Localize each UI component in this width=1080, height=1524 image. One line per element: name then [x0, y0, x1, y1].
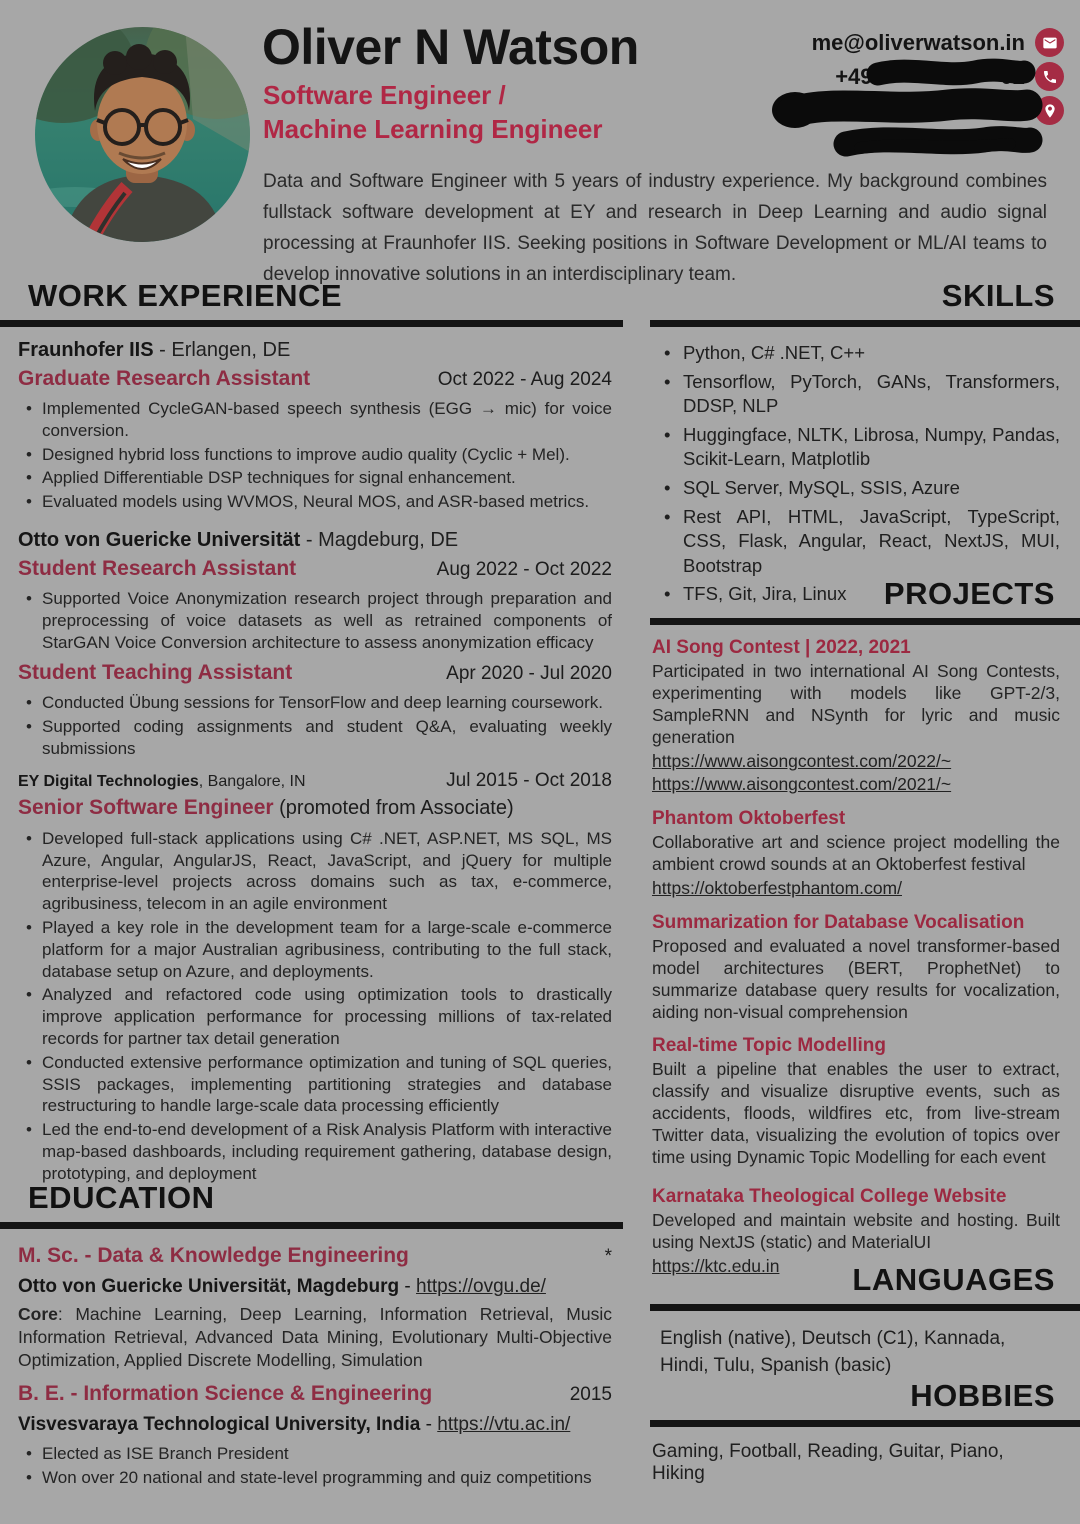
job-role-row: [18, 555, 612, 584]
project-item: [652, 910, 1060, 1023]
skill-item: • Huggingface, NLTK, Librosa, Numpy, Pandas, Scikit-Learn, Matplotlib: [652, 423, 1060, 472]
role-title-suffix: (promoted from Associate): [273, 796, 514, 819]
work-bullet: • Conducted extensive performance optimization and tuning of SQL queries, SSIS packages, implementing partitioning strategies and database restructuring to handle large-scale data processing efficiently: [18, 1052, 612, 1117]
project-links: [652, 750, 1060, 796]
person-name: Oliver N Watson: [262, 19, 639, 75]
project-item: [652, 635, 1060, 796]
job-bullet-list: [18, 398, 612, 513]
section-rule: [650, 1304, 1080, 1311]
hobbies-heading: HOBBIES: [910, 1378, 1055, 1413]
school-link[interactable]: https://ovgu.de/: [416, 1276, 546, 1297]
role-dates: Aug 2022 - Oct 2022: [436, 558, 612, 580]
degree-note: *: [604, 1246, 612, 1267]
role-title: Student Teaching Assistant: [18, 661, 293, 685]
project-title: Real-time Topic Modelling: [652, 1035, 886, 1056]
separator: -: [399, 1276, 417, 1297]
skills-heading: SKILLS: [941, 278, 1055, 313]
project-link[interactable]: https://www.aisongcontest.com/2021/~: [652, 774, 952, 794]
skill-item: • Tensorflow, PyTorch, GANs, Transformers, DDSP, NLP: [652, 370, 1060, 419]
work-bullet: • Supported Voice Anonymization research project through preparation and preprocessing of voice datasets as well as retrained components of StarGAN Voice Conversion architecture to assess anonymization efficacy: [18, 588, 612, 653]
project-description: Collaborative art and science project modelling the ambient crowd sounds at an Oktoberfest festival: [652, 832, 1060, 874]
school-link[interactable]: https://vtu.ac.in/: [437, 1414, 571, 1435]
email-text: me@oliverwatson.in: [811, 29, 1025, 55]
job-company-line: [18, 527, 612, 553]
languages-line1: English (native), Deutsch (C1), Kannada,: [660, 1328, 1006, 1349]
role-title: Senior Software Engineer: [18, 795, 274, 819]
school-name: Otto von Guericke Universität, Magdeburg: [18, 1276, 400, 1297]
job-bullet-list: [18, 588, 612, 653]
projects-heading: PROJECTS: [883, 576, 1055, 611]
contact-email-row: [812, 28, 1064, 57]
degree-row: [18, 1380, 612, 1408]
project-title: Summarization for Database Vocalisation: [652, 912, 1025, 933]
phone-visible-start: +49: [835, 63, 873, 89]
project-description: Participated in two international AI Song Contests, experimenting with models like GPT-2/3, SampleRNN and NSynth for lyric and music generation: [652, 661, 1060, 747]
project-title: AI Song Contest | 2022, 2021: [652, 637, 911, 658]
profile-photo-illustration: [35, 27, 250, 242]
mail-icon: [1035, 28, 1064, 57]
section-education: [0, 1180, 623, 1491]
role-dates: Apr 2020 - Jul 2020: [446, 663, 612, 685]
work-bullet: • Implemented CycleGAN-based speech synthesis (EGG → mic) for voice conversion.: [18, 398, 612, 442]
school-line: [18, 1412, 612, 1437]
job-title-line1: Software Engineer /: [263, 80, 506, 110]
job-role-row: [18, 794, 612, 824]
project-description: Developed and maintain website and hosting. Built using NextJS (static) and MaterialUI: [652, 1210, 1060, 1252]
job-company-row: [18, 770, 612, 792]
contact-phone-row: [835, 62, 1064, 91]
section-rule: [650, 1420, 1080, 1427]
project-description: Proposed and evaluated a novel transformer-based model architectures (BERT, ProphetNet) to summarize database query results for vocalization, aiding non-visual comprehension: [652, 936, 1060, 1022]
work-experience-heading: WORK EXPERIENCE: [28, 278, 343, 313]
work-bullet: • Led the end-to-end development of a Risk Analysis Platform with interactive map-based dashboards, including requirement gathering, database design, prototyping, and deployment: [18, 1119, 612, 1184]
profile-photo: [35, 27, 250, 242]
section-rule: [0, 1222, 623, 1229]
role-title: Student Research Assistant: [18, 556, 297, 580]
company-name: Otto von Guericke Universität: [18, 528, 301, 551]
section-hobbies: [650, 1378, 1080, 1485]
contact-address-row: [785, 96, 1064, 125]
role-dates: Jul 2015 - Oct 2018: [446, 769, 612, 791]
job-bullet-list: [18, 828, 612, 1185]
languages-text: [652, 1325, 1060, 1379]
degree-title: M. Sc. - Data & Knowledge Engineering: [18, 1244, 409, 1267]
skill-item: • SQL Server, MySQL, SSIS, Azure: [652, 476, 1060, 501]
role-dates: Oct 2022 - Aug 2024: [437, 369, 612, 390]
work-bullet: • Evaluated models using WVMOS, Neural MOS, and ASR-based metrics.: [18, 491, 612, 513]
project-item: [652, 1033, 1060, 1168]
contact-block: [785, 28, 1064, 125]
core-label: Core: [18, 1304, 58, 1324]
phone-visible-end: 02: [1000, 63, 1025, 89]
project-description: Built a pipeline that enables the user to extract, classify and visualize disruptive events, such as accidents, floods, wildfires etc, from live-stream Twitter data, visualizing the evolution of topics over time using Dynamic Topic Modelling for each event: [652, 1059, 1060, 1167]
education-bullet: • Elected as ISE Branch President: [18, 1443, 612, 1465]
work-bullet: • Applied Differentiable DSP techniques for signal enhancement.: [18, 467, 612, 489]
project-links: [652, 877, 1060, 900]
school-line: [18, 1274, 612, 1299]
core-text: : Machine Learning, Deep Learning, Information Retrieval, Music Information Retrieval, Advanced Data Mining, Evolutionary Multi-Objective Optimization, Applied Discrete Modelling, Simulation: [18, 1304, 612, 1370]
address-redacted-space: [785, 110, 1025, 111]
section-work-experience: [0, 278, 623, 1187]
section-languages: [650, 1262, 1080, 1379]
degree-year: 2015: [569, 1384, 612, 1405]
section-skills: [650, 278, 1080, 611]
phone-redacted-gap: [883, 76, 991, 77]
section-projects: [650, 576, 1080, 1278]
section-rule: [650, 320, 1080, 327]
job-company-line: [18, 773, 306, 791]
work-bullet: • Supported coding assignments and student Q&A, evaluating weekly submissions: [18, 716, 612, 760]
project-title: Phantom Oktoberfest: [652, 808, 846, 829]
skill-item: • TFS, Git, Jira, Linux: [652, 582, 1060, 607]
company-name: Fraunhofer IIS: [18, 339, 154, 361]
hobbies-text: Gaming, Football, Reading, Guitar, Piano, Hiking: [652, 1441, 1004, 1484]
company-location: - Magdeburg, DE: [300, 528, 459, 551]
school-name: Visvesvaraya Technological University, India: [18, 1414, 421, 1435]
work-bullet: • Developed full-stack applications using C# .NET, ASP.NET, MS SQL, MS Azure, Angular, AngularJS, React, JavaScript, and jQuery for multiple enterprise-level projects across domains such as tax, e-commerce, agribusiness, telecom in an agile environment: [18, 828, 612, 915]
job-role-row: [18, 659, 612, 688]
skill-item: • Rest API, HTML, JavaScript, TypeScript, CSS, Flask, Angular, React, NextJS, MUI, Bootstrap: [652, 505, 1060, 579]
job-bullet-list: [18, 692, 612, 759]
degree-row: [18, 1242, 612, 1270]
project-item: [652, 806, 1060, 900]
project-link[interactable]: https://oktoberfestphantom.com/: [652, 878, 902, 898]
project-link[interactable]: https://www.aisongcontest.com/2022/~: [652, 751, 952, 771]
project-link[interactable]: https://ktc.edu.in: [652, 1256, 780, 1276]
separator: -: [420, 1414, 438, 1435]
phone-icon: [1035, 62, 1064, 91]
location-icon: [1035, 96, 1064, 125]
work-bullet: • Conducted Übung sessions for TensorFlow and deep learning coursework.: [18, 692, 612, 714]
company-name: EY Digital Technologies: [18, 772, 199, 790]
skill-item: • Python, C# .NET, C++: [652, 341, 1060, 366]
section-rule: [650, 618, 1080, 625]
education-heading: EDUCATION: [28, 1180, 215, 1215]
profile-summary: Data and Software Engineer with 5 years of industry experience. My background combines fullstack software development at EY and research in Deep Learning and audio signal processing at Fraunhofer IIS. Seeking positions in Software Development or ML/AI teams to develop innovative solutions in an interdisciplinary team.: [263, 171, 1047, 285]
company-location: , Bangalore, IN: [198, 772, 306, 790]
languages-heading: LANGUAGES: [852, 1262, 1055, 1297]
company-location: - Erlangen, DE: [153, 339, 291, 361]
work-bullet: • Analyzed and refactored code using optimization tools to drastically improve application performance for processing millions of tax-related records for partner tax detail generation: [18, 984, 612, 1049]
work-bullet: • Played a key role in the development team for a large-scale e-commerce platform for a major Australian agribusiness, contributing to the full stack, database setup on Azure, and deployments.: [18, 917, 612, 982]
core-subjects: [18, 1303, 612, 1372]
section-rule: [0, 320, 623, 327]
role-title: Graduate Research Assistant: [18, 367, 311, 390]
job-title-line2: Machine Learning Engineer: [263, 114, 603, 144]
job-role-row: [18, 365, 612, 394]
languages-line2: Hindi, Tulu, Spanish (basic): [660, 1355, 892, 1376]
education-bullet: • Won over 20 national and state-level programming and quiz competitions: [18, 1467, 612, 1489]
degree-title: B. E. - Information Science & Engineering: [18, 1382, 433, 1405]
job-company-line: [18, 337, 612, 363]
skills-list: [652, 341, 1060, 607]
project-title: Karnataka Theological College Website: [652, 1186, 1007, 1207]
work-bullet: • Designed hybrid loss functions to improve audio quality (Cyclic + Mel).: [18, 444, 612, 466]
education-bullet-list: [18, 1443, 612, 1489]
